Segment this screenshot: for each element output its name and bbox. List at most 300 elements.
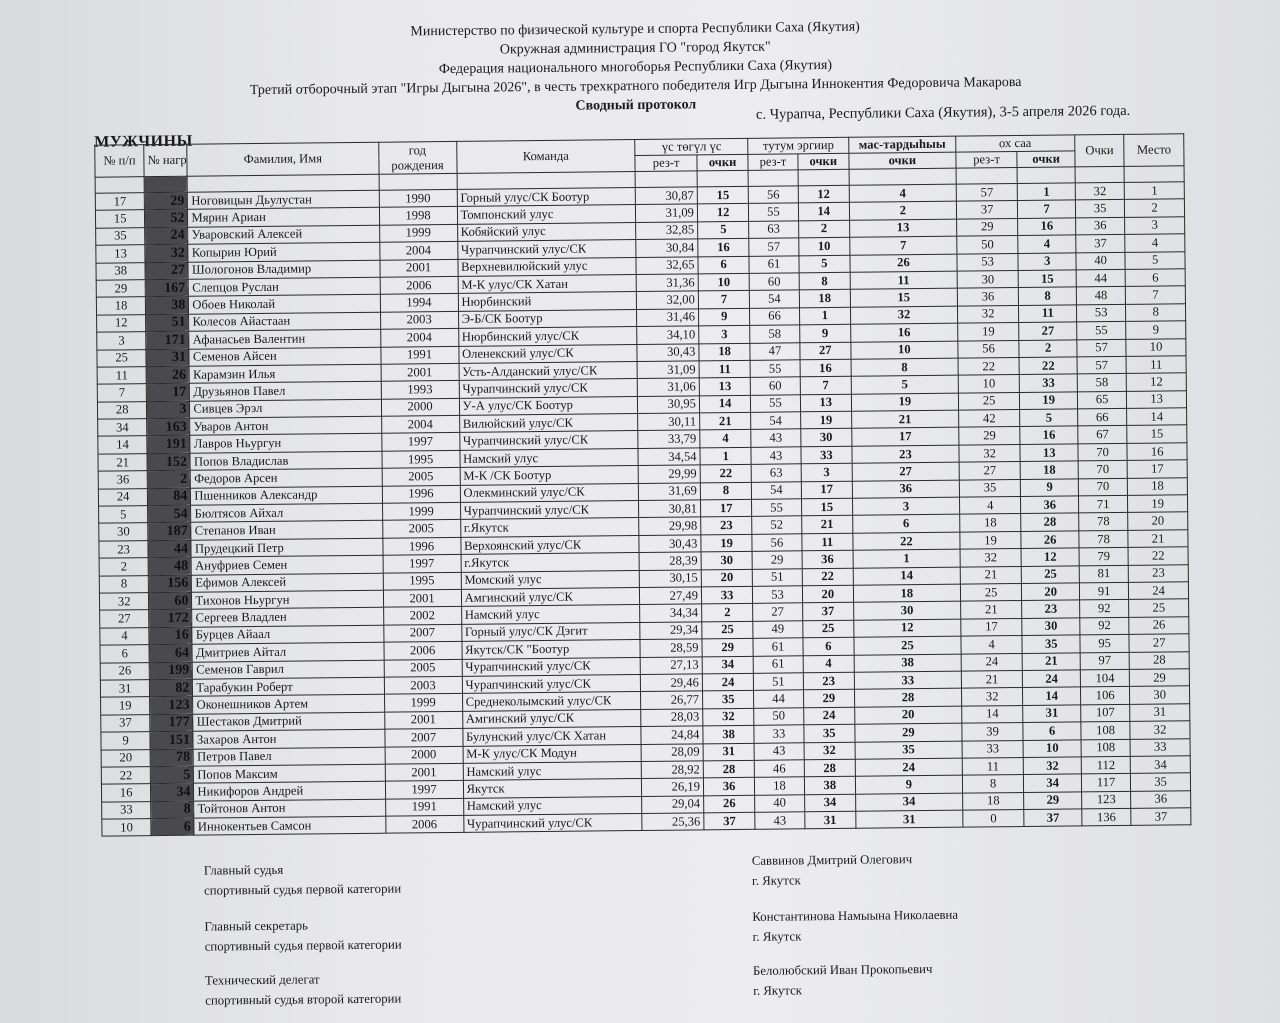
place-cell: 29: [1130, 669, 1190, 687]
event2-res-cell: 61: [749, 255, 798, 273]
event2-pts-cell: 3: [801, 464, 853, 482]
total-cell: 104: [1080, 669, 1129, 687]
event4-pts-cell: 29: [1024, 792, 1082, 810]
team-cell: Якутск: [463, 779, 642, 798]
event2-pts-cell: 18: [799, 290, 851, 308]
year-cell: 1999: [379, 224, 457, 242]
place-cell: 2: [1125, 199, 1185, 217]
event1-pts-cell: 21: [700, 412, 752, 430]
pp-cell: 24: [98, 488, 147, 506]
event4-pts-cell: 13: [1020, 444, 1078, 462]
total-cell: 97: [1080, 652, 1129, 670]
header-administration: Окружная администрация ГО "город Якутск": [499, 39, 771, 58]
event1-res-cell: 28,59: [640, 639, 702, 657]
col-team: Команда: [456, 140, 635, 174]
place-cell: 7: [1126, 286, 1186, 304]
nagr-cell: 167: [145, 279, 188, 297]
event4-pts-cell: 36: [1021, 496, 1079, 514]
place-cell: 17: [1127, 460, 1187, 478]
event1-res-cell: 31,09: [636, 204, 698, 222]
place-cell: 6: [1125, 269, 1185, 287]
event1-pts-cell: 14: [699, 395, 751, 413]
pp-cell: 14: [98, 436, 147, 454]
event4-res-cell: 56: [958, 340, 1020, 358]
event3-pts-cell: 1: [853, 549, 960, 568]
event2-pts-cell: 37: [802, 603, 854, 621]
event2-pts-cell: 11: [801, 533, 853, 551]
empty-cell: [1075, 166, 1124, 183]
total-cell: 58: [1077, 374, 1126, 392]
empty-cell: [1017, 167, 1075, 184]
year-cell: 2004: [381, 415, 459, 433]
event4-pts-cell: 5: [1020, 409, 1078, 427]
event2-pts-cell: 10: [798, 237, 850, 255]
event2-res-cell: 55: [752, 499, 801, 517]
event2-res-cell: 44: [754, 690, 803, 708]
team-cell: Чурапчинский улус/СК: [463, 814, 642, 833]
event3-pts-cell: 19: [851, 393, 958, 412]
team-cell: Горный улус/СК Дэгит: [461, 622, 640, 641]
total-cell: 70: [1078, 478, 1127, 496]
event1-pts-cell: 34: [702, 656, 754, 674]
event1-res-cell: 26,77: [641, 691, 703, 709]
pp-cell: 2: [99, 558, 148, 576]
event2-pts-cell: 14: [798, 203, 850, 221]
event3-pts-cell: 31: [856, 810, 963, 829]
official-category: спортивный судья второй категории: [205, 991, 402, 1008]
official-name-block: [753, 959, 933, 1001]
pp-cell: 20: [101, 749, 150, 767]
official-city: г. Якутск: [752, 929, 802, 944]
nagr-cell: 3: [147, 401, 190, 419]
team-cell: М-К /СК Боотур: [460, 466, 639, 485]
event4-res-cell: 29: [956, 218, 1018, 236]
pp-cell: 4: [100, 627, 149, 645]
year-cell: 2007: [383, 624, 461, 642]
place-cell: 11: [1126, 356, 1186, 374]
pp-cell: 18: [96, 297, 145, 315]
nagr-cell: 64: [149, 644, 192, 662]
place-cell: 5: [1125, 251, 1185, 269]
total-cell: 92: [1080, 600, 1129, 618]
team-cell: Олекминский улус/СК: [460, 483, 639, 502]
nagr-cell: 177: [150, 714, 193, 732]
pp-cell: 3: [97, 332, 146, 350]
total-cell: 71: [1078, 495, 1127, 513]
event4-pts-cell: 23: [1022, 600, 1080, 618]
pp-cell: 22: [101, 767, 150, 785]
event4-pts-cell: 28: [1021, 513, 1079, 531]
event2-pts-cell: 9: [799, 324, 851, 342]
name-cell: Попов Максим: [194, 764, 385, 783]
event4-res-cell: 21: [960, 566, 1022, 584]
pp-cell: 38: [96, 262, 145, 280]
event1-res-cell: 31,69: [639, 483, 701, 501]
name-cell: Ноговицын Дьулустан: [188, 190, 379, 209]
place-cell: 9: [1126, 321, 1186, 339]
event4-pts-cell: 11: [1019, 305, 1077, 323]
pp-cell: 25: [97, 349, 146, 367]
event1-pts-cell: 19: [701, 534, 753, 552]
total-cell: 70: [1078, 443, 1127, 461]
team-cell: Намский улус: [460, 448, 639, 467]
event2-res-cell: 40: [755, 794, 804, 812]
place-cell: 21: [1128, 530, 1188, 548]
event1-res-cell: 29,46: [641, 674, 703, 692]
place-cell: 24: [1129, 582, 1189, 600]
pp-cell: 19: [101, 697, 150, 715]
event2-res-cell: 60: [751, 377, 800, 395]
event2-res-cell: 29: [752, 551, 801, 569]
total-cell: 44: [1076, 269, 1125, 287]
place-cell: 20: [1128, 512, 1188, 530]
name-cell: Шестаков Дмитрий: [193, 712, 384, 731]
event1-res-cell: 30,84: [636, 239, 698, 257]
event1-res-cell: 34,10: [637, 326, 699, 344]
event3-pts-cell: 28: [854, 688, 961, 707]
event2-pts-cell: 35: [803, 724, 855, 742]
nagr-cell: 44: [148, 540, 191, 558]
event4-pts-cell: 12: [1021, 548, 1079, 566]
nagr-cell: 38: [146, 297, 189, 315]
place-cell: 13: [1127, 390, 1187, 408]
total-cell: 123: [1082, 791, 1131, 809]
event1-res-cell: 27,13: [640, 656, 702, 674]
team-cell: У-А улус/СК Боотур: [459, 396, 638, 415]
year-cell: 1996: [382, 537, 460, 555]
event2-pts-cell: 13: [800, 394, 852, 412]
year-cell: 2002: [383, 607, 461, 625]
place-cell: 10: [1126, 338, 1186, 356]
event4-res-cell: 25: [958, 392, 1020, 410]
year-cell: 1997: [381, 433, 459, 451]
place-cell: 19: [1128, 495, 1188, 513]
place-cell: 22: [1128, 547, 1188, 565]
event4-res-cell: 35: [959, 479, 1021, 497]
event4-res-cell: 19: [957, 323, 1019, 341]
event4-pts-cell: 4: [1018, 235, 1076, 253]
total-cell: 53: [1076, 304, 1125, 322]
pp-cell: 37: [101, 714, 150, 732]
pp-cell: 27: [100, 610, 149, 628]
empty-cell: [635, 171, 697, 188]
name-cell: Иннокентьев Самсон: [194, 816, 385, 835]
team-cell: Нюрбинский: [458, 292, 637, 311]
event4-pts-cell: 3: [1018, 252, 1076, 270]
pp-cell: 36: [98, 471, 147, 489]
event4-pts-cell: 35: [1022, 635, 1080, 653]
team-cell: Чурапчинский улус/СК: [459, 379, 638, 398]
event1-res-cell: 29,99: [638, 465, 700, 483]
year-cell: 2004: [379, 242, 457, 260]
col-event3-pts: очки: [849, 152, 956, 169]
event1-pts-cell: 38: [703, 725, 755, 743]
event4-pts-cell: 31: [1023, 705, 1081, 723]
place-cell: 34: [1130, 756, 1190, 774]
event2-res-cell: 43: [754, 742, 803, 760]
name-cell: Копырин Юрий: [188, 242, 379, 261]
nagr-cell: 151: [150, 731, 193, 749]
event3-pts-cell: 5: [851, 375, 958, 394]
event1-pts-cell: 8: [700, 482, 752, 500]
event2-res-cell: 43: [751, 447, 800, 465]
nagr-cell: 6: [151, 818, 194, 836]
event3-pts-cell: 6: [853, 515, 960, 534]
event1-res-cell: 28,39: [639, 552, 701, 570]
year-cell: 2005: [382, 468, 460, 486]
event1-res-cell: 26,19: [642, 778, 704, 796]
event1-res-cell: 30,95: [638, 396, 700, 414]
col-event1-pts: очки: [697, 154, 749, 171]
total-cell: 66: [1078, 408, 1127, 426]
event1-pts-cell: 5: [698, 221, 750, 239]
event1-pts-cell: 9: [698, 308, 750, 326]
year-cell: 2003: [380, 311, 458, 329]
event2-res-cell: 63: [751, 464, 800, 482]
event1-res-cell: 31,06: [638, 378, 700, 396]
total-cell: 57: [1077, 339, 1126, 357]
event2-pts-cell: 23: [803, 672, 855, 690]
results-table: [94, 133, 1191, 837]
name-cell: Друзьянов Павел: [190, 382, 381, 401]
event2-res-cell: 56: [752, 534, 801, 552]
event1-res-cell: 29,04: [642, 796, 704, 814]
event2-res-cell: 50: [754, 708, 803, 726]
total-cell: 55: [1077, 322, 1126, 340]
col-nagr: № нагр: [144, 144, 187, 176]
nagr-cell: 29: [145, 192, 188, 210]
event1-res-cell: 34,54: [638, 448, 700, 466]
event4-res-cell: 27: [959, 462, 1021, 480]
event2-res-cell: 51: [753, 568, 802, 586]
event2-pts-cell: 8: [799, 272, 851, 290]
pp-cell: 31: [100, 680, 149, 698]
name-cell: Степанов Иван: [191, 521, 382, 540]
event4-res-cell: 21: [961, 670, 1023, 688]
event1-pts-cell: 35: [702, 691, 754, 709]
year-cell: 1999: [384, 694, 462, 712]
event1-pts-cell: 13: [699, 378, 751, 396]
nagr-cell: 54: [148, 505, 191, 523]
event2-res-cell: 60: [749, 273, 798, 291]
event3-pts-cell: 3: [852, 497, 959, 516]
col-total: Очки: [1075, 134, 1125, 167]
name-cell: Федоров Арсен: [191, 468, 382, 487]
event3-pts-cell: 36: [852, 480, 959, 499]
event3-pts-cell: 8: [851, 358, 958, 377]
event4-res-cell: 30: [957, 270, 1019, 288]
year-cell: 2007: [384, 728, 462, 746]
pp-cell: 26: [100, 662, 149, 680]
year-cell: 2001: [385, 763, 463, 781]
official-name-block: [752, 905, 958, 947]
event2-pts-cell: 4: [803, 655, 855, 673]
event2-res-cell: 61: [753, 638, 802, 656]
name-cell: Уваровский Алексей: [188, 225, 379, 244]
event4-pts-cell: 30: [1022, 618, 1080, 636]
official-name-block: [752, 849, 913, 891]
header-ministry: Министерство по физической культуре и спорта Республики Саха (Якутия): [410, 19, 860, 40]
year-cell: 2005: [382, 520, 460, 538]
event4-pts-cell: 26: [1021, 531, 1079, 549]
total-cell: 36: [1076, 217, 1125, 235]
name-cell: Попов Владислав: [190, 451, 381, 470]
event4-res-cell: 10: [958, 375, 1020, 393]
name-cell: Бюлтясов Айхал: [191, 503, 382, 522]
event3-pts-cell: 9: [855, 775, 962, 794]
name-cell: Карамзин Илья: [190, 364, 381, 383]
event4-res-cell: 50: [957, 236, 1019, 254]
event4-res-cell: 32: [960, 549, 1022, 567]
event2-pts-cell: 24: [803, 707, 855, 725]
col-name: Фамилия, Имя: [187, 142, 378, 176]
event2-pts-cell: 12: [798, 185, 850, 203]
event1-pts-cell: 29: [702, 638, 754, 656]
event3-pts-cell: 32: [850, 306, 957, 325]
team-cell: Амгинский улус/СК: [462, 709, 641, 728]
col-year: год рождения: [378, 141, 456, 174]
event4-res-cell: 32: [957, 305, 1019, 323]
name-cell: Петров Павел: [194, 747, 385, 766]
place-cell: 26: [1129, 617, 1189, 635]
event3-pts-cell: 29: [855, 723, 962, 742]
name-cell: Тарабукин Роберт: [193, 677, 384, 696]
team-cell: Намский улус: [461, 605, 640, 624]
event4-res-cell: 19: [960, 531, 1022, 549]
nagr-cell: 26: [146, 366, 189, 384]
event4-res-cell: 32: [961, 688, 1023, 706]
event2-res-cell: 49: [753, 621, 802, 639]
event2-res-cell: 63: [749, 221, 798, 239]
total-cell: 91: [1079, 582, 1128, 600]
name-cell: Ефимов Алексей: [192, 573, 383, 592]
empty-cell: [95, 177, 144, 194]
event4-pts-cell: 9: [1021, 479, 1079, 497]
nagr-cell: 187: [148, 523, 191, 541]
total-cell: 78: [1079, 530, 1128, 548]
year-cell: 2006: [385, 815, 463, 833]
event4-pts-cell: 25: [1022, 565, 1080, 583]
event1-pts-cell: 28: [703, 760, 755, 778]
nagr-cell: 27: [145, 262, 188, 280]
total-cell: 81: [1079, 565, 1128, 583]
pp-cell: 11: [97, 367, 146, 385]
nagr-cell: 78: [150, 749, 193, 767]
event1-pts-cell: 33: [701, 586, 753, 604]
pp-cell: 7: [97, 384, 146, 402]
name-cell: Сергеев Владлен: [192, 608, 383, 627]
event2-pts-cell: 6: [803, 637, 855, 655]
name-cell: Сивцев Эрэл: [190, 399, 381, 418]
year-cell: 2000: [381, 398, 459, 416]
event2-pts-cell: 22: [802, 568, 854, 586]
event4-res-cell: 17: [961, 618, 1023, 636]
event2-pts-cell: 32: [804, 742, 856, 760]
place-cell: 36: [1131, 790, 1191, 808]
name-cell: Мярин Ариан: [188, 208, 379, 227]
team-cell: Якутск/СК "Боотур: [462, 640, 641, 659]
total-cell: 40: [1076, 252, 1125, 270]
event2-pts-cell: 16: [800, 359, 852, 377]
year-cell: 1995: [383, 572, 461, 590]
event1-pts-cell: 22: [700, 465, 752, 483]
total-cell: 136: [1082, 808, 1131, 826]
total-cell: 65: [1077, 391, 1126, 409]
empty-cell: [144, 176, 187, 192]
results-body: [95, 166, 1191, 837]
year-cell: 2001: [381, 363, 459, 381]
team-cell: Момский улус: [461, 570, 640, 589]
year-cell: 1998: [379, 207, 457, 225]
event4-res-cell: 33: [962, 740, 1024, 758]
team-cell: Нюрбинский улус/СК: [458, 327, 637, 346]
year-cell: 1997: [383, 555, 461, 573]
name-cell: Семенов Гаврил: [193, 660, 384, 679]
event4-res-cell: 22: [958, 357, 1020, 375]
event4-res-cell: 29: [959, 427, 1021, 445]
total-cell: 95: [1080, 635, 1129, 653]
place-cell: 25: [1129, 599, 1189, 617]
team-cell: г.Якутск: [461, 553, 640, 572]
year-cell: 2001: [383, 589, 461, 607]
event1-pts-cell: 20: [701, 569, 753, 587]
event2-pts-cell: 33: [801, 446, 853, 464]
event3-pts-cell: 15: [850, 289, 957, 308]
event4-pts-cell: 20: [1022, 583, 1080, 601]
event4-pts-cell: 32: [1024, 757, 1082, 775]
team-cell: Верхневилюйский улус: [458, 257, 637, 276]
event2-pts-cell: 31: [804, 811, 856, 829]
event1-pts-cell: 37: [704, 812, 756, 830]
event1-pts-cell: 25: [702, 621, 754, 639]
event4-res-cell: 8: [962, 775, 1024, 793]
total-cell: 107: [1081, 704, 1130, 722]
empty-cell: [457, 172, 636, 190]
event4-res-cell: 14: [961, 705, 1023, 723]
event1-res-cell: 30,15: [640, 569, 702, 587]
event2-res-cell: 52: [752, 516, 801, 534]
year-cell: 1991: [385, 798, 463, 816]
official-category: спортивный судья первой категории: [204, 937, 402, 954]
event1-pts-cell: 18: [699, 343, 751, 361]
event4-pts-cell: 33: [1020, 374, 1078, 392]
name-cell: Уваров Антон: [190, 416, 381, 435]
official-role-block: [204, 859, 401, 901]
col-event4-res: рез-т: [956, 152, 1018, 169]
name-cell: Тихонов Ньургун: [192, 590, 383, 609]
event1-pts-cell: 1: [700, 447, 752, 465]
place-cell: 30: [1130, 686, 1190, 704]
year-cell: 2005: [384, 659, 462, 677]
event2-pts-cell: 15: [801, 498, 853, 516]
event4-res-cell: 36: [957, 288, 1019, 306]
event1-pts-cell: 36: [703, 778, 755, 796]
event4-res-cell: 11: [962, 757, 1024, 775]
event2-res-cell: 61: [753, 655, 802, 673]
event2-res-cell: 27: [753, 603, 802, 621]
nagr-cell: 199: [149, 662, 192, 680]
team-cell: Булунский улус/СК Хатан: [462, 727, 641, 746]
event4-res-cell: 21: [960, 601, 1022, 619]
total-cell: 108: [1081, 721, 1130, 739]
nagr-cell: 16: [149, 627, 192, 645]
event3-pts-cell: 12: [854, 619, 961, 638]
event2-res-cell: 66: [750, 308, 799, 326]
official-category: спортивный судья первой категории: [203, 881, 402, 898]
pp-cell: 12: [97, 314, 146, 332]
place-cell: 4: [1125, 234, 1185, 252]
event3-pts-cell: 22: [853, 532, 960, 551]
